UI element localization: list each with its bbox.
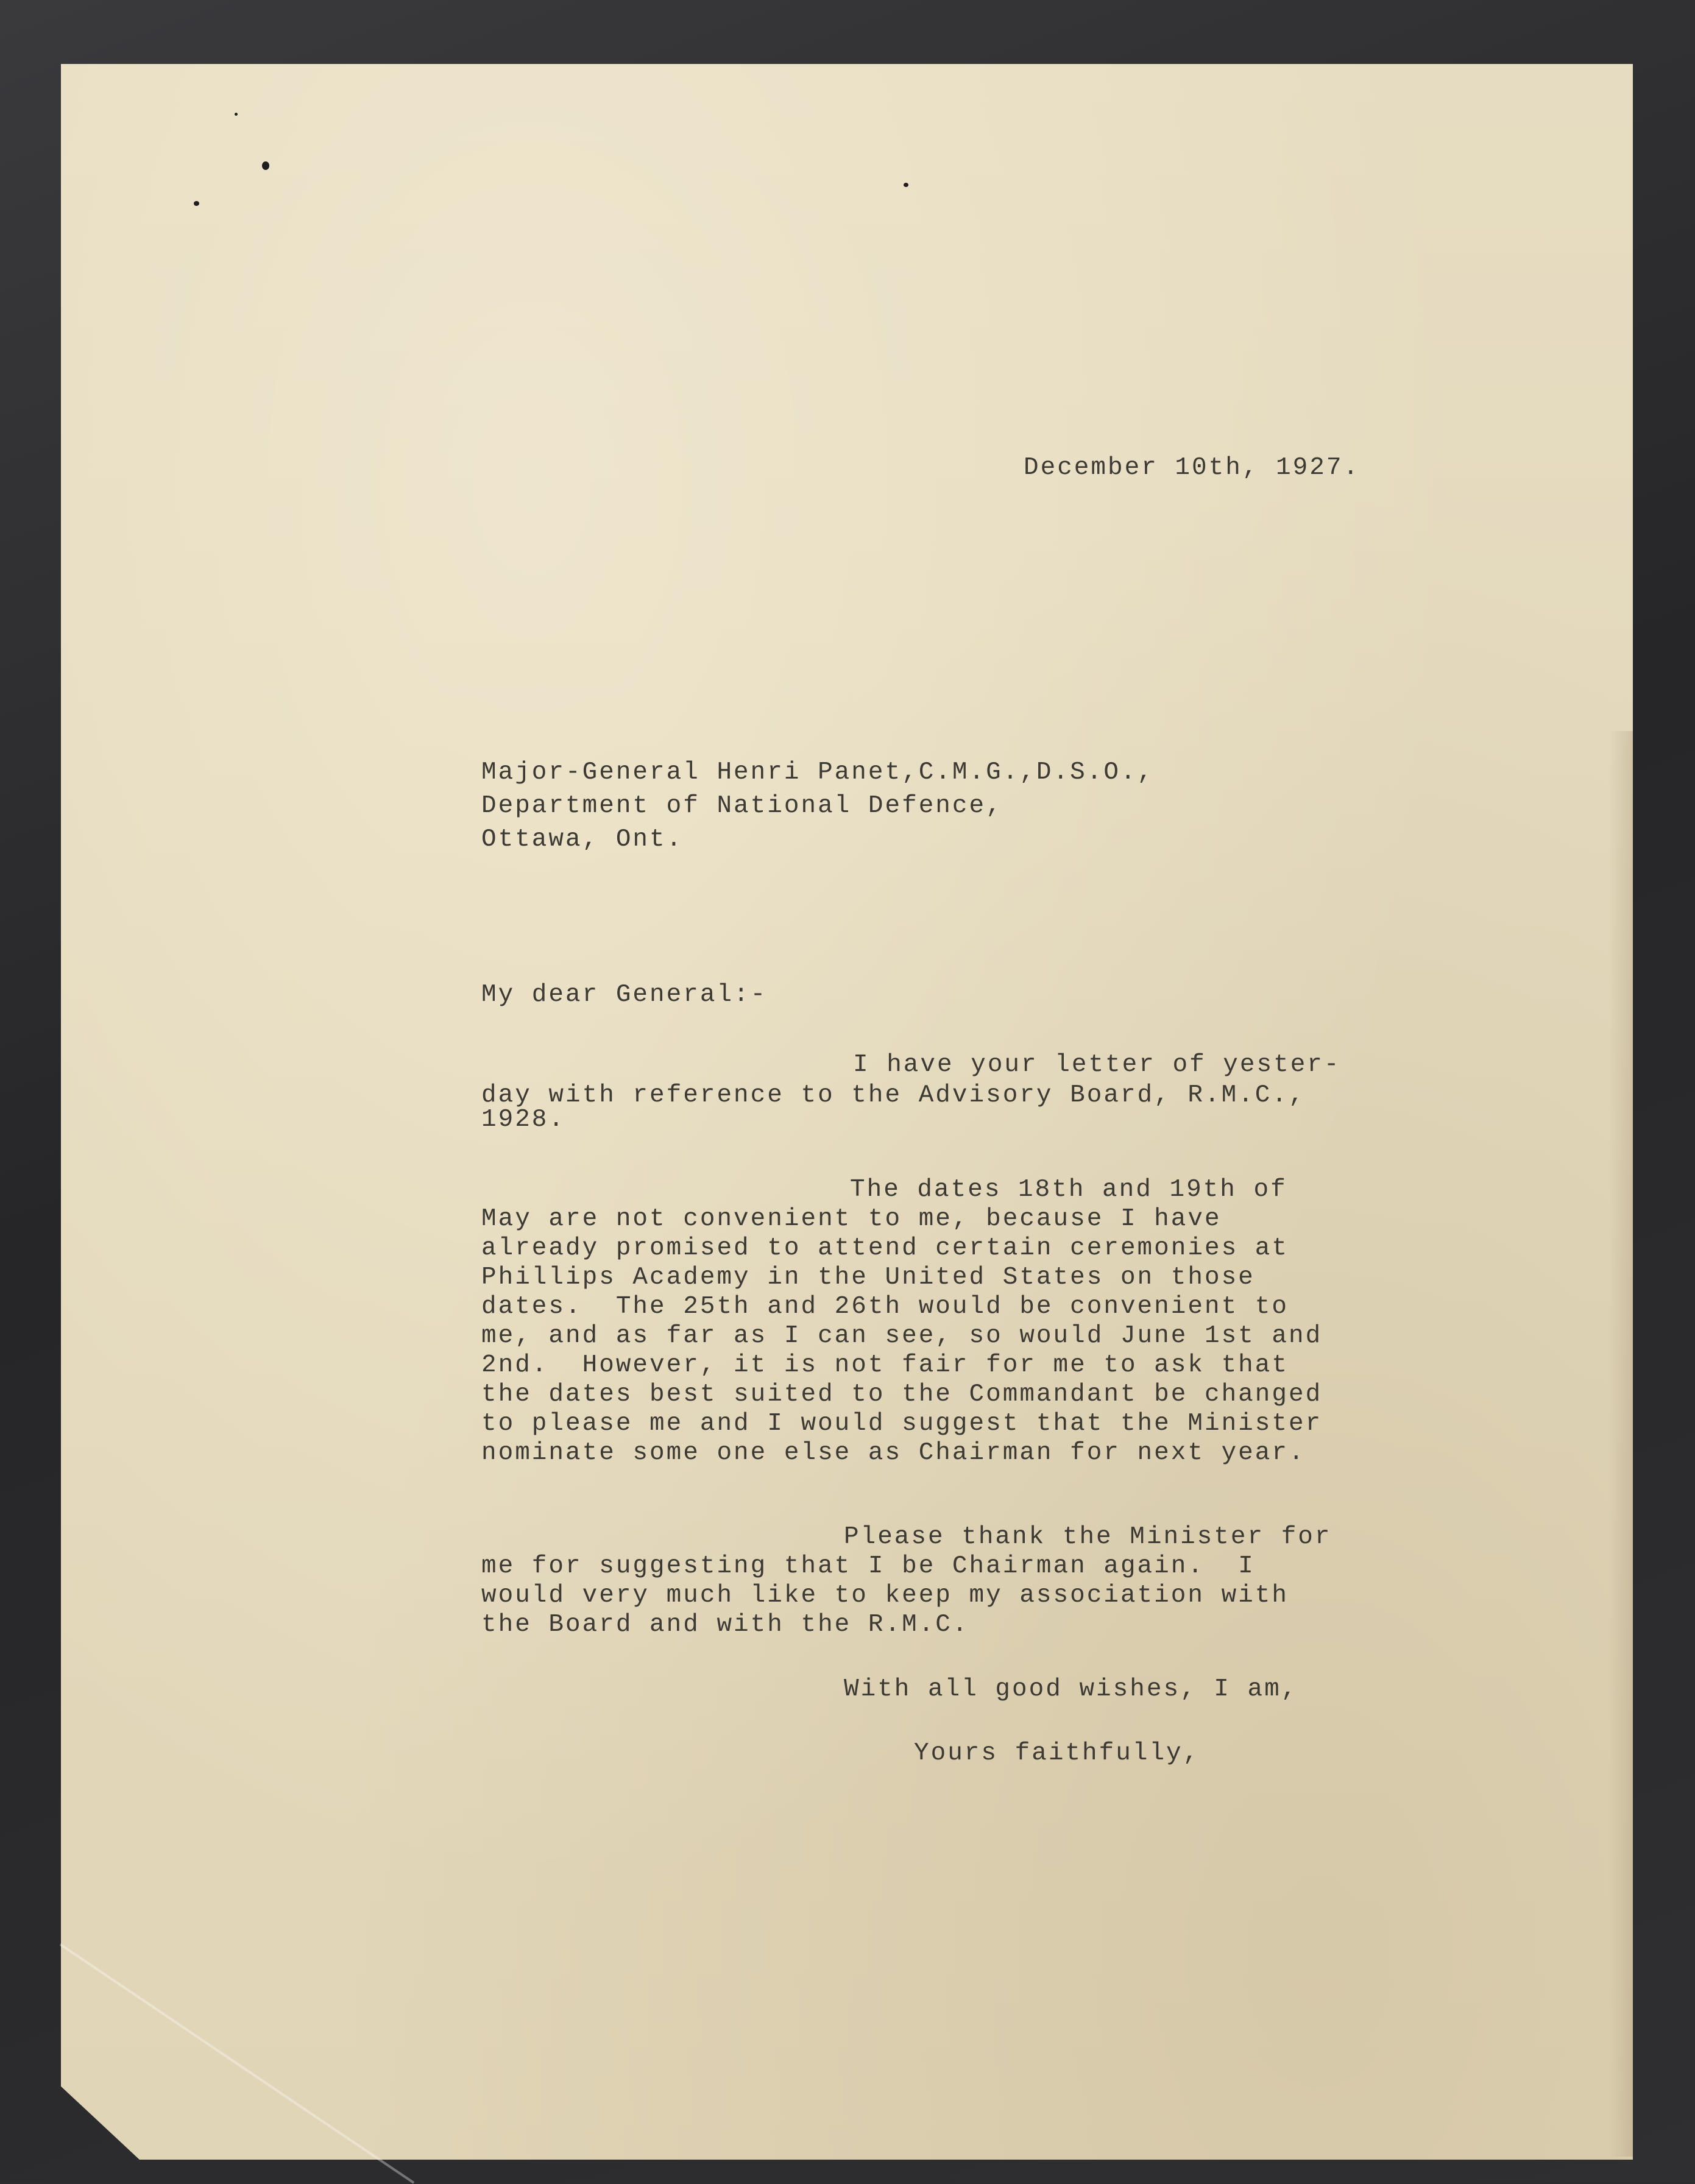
paragraph-2-line: The dates 18th and 19th of <box>850 1176 1287 1204</box>
letter-date: December 10th, 1927. <box>1024 454 1361 482</box>
paragraph-2-line: to please me and I would suggest that the Minister <box>481 1410 1323 1438</box>
paragraph-2-line: 2nd. However, it is not fair for me to ask that <box>481 1351 1289 1379</box>
paragraph-2-line: May are not convenient to me, because I have <box>481 1205 1222 1233</box>
paragraph-2-line: already promised to attend certain ceremonies at <box>481 1234 1289 1262</box>
ink-speck <box>235 113 238 116</box>
ink-speck <box>904 183 908 187</box>
paragraph-2-line: Phillips Academy in the United States on those <box>481 1263 1255 1292</box>
closing-line: With all good wishes, I am, <box>844 1675 1298 1703</box>
paragraph-1-line: 1928. <box>481 1106 566 1134</box>
paragraph-3-line: me for suggesting that I be Chairman again. I <box>481 1552 1255 1580</box>
paragraph-3-line: the Board and with the R.M.C. <box>481 1611 969 1639</box>
paragraph-3-line: would very much like to keep my association with <box>481 1581 1289 1610</box>
paragraph-1-line: day with reference to the Advisory Board, R.M.C., <box>481 1081 1306 1109</box>
letter-sheet <box>61 64 1633 2160</box>
recipient-city: Ottawa, Ont. <box>481 825 684 853</box>
paragraph-1-line: I have your letter of yester- <box>853 1051 1341 1079</box>
ink-speck <box>262 161 269 170</box>
paragraph-2-line: me, and as far as I can see, so would June 1st and <box>481 1322 1323 1350</box>
paragraph-3-line: Please thank the Minister for <box>844 1523 1332 1551</box>
recipient-name: Major-General Henri Panet,C.M.G.,D.S.O., <box>481 758 1155 786</box>
signoff-line: Yours faithfully, <box>914 1739 1200 1767</box>
paragraph-2-line: dates. The 25th and 26th would be convenient to <box>481 1293 1289 1321</box>
recipient-department: Department of National Defence, <box>481 792 1003 820</box>
paper-edge-shadow <box>1608 731 1633 2157</box>
salutation: My dear General:- <box>481 981 768 1009</box>
paragraph-2-line: nominate some one else as Chairman for next year. <box>481 1439 1306 1467</box>
paragraph-2-line: the dates best suited to the Commandant be changed <box>481 1380 1323 1408</box>
ink-speck <box>194 201 199 206</box>
